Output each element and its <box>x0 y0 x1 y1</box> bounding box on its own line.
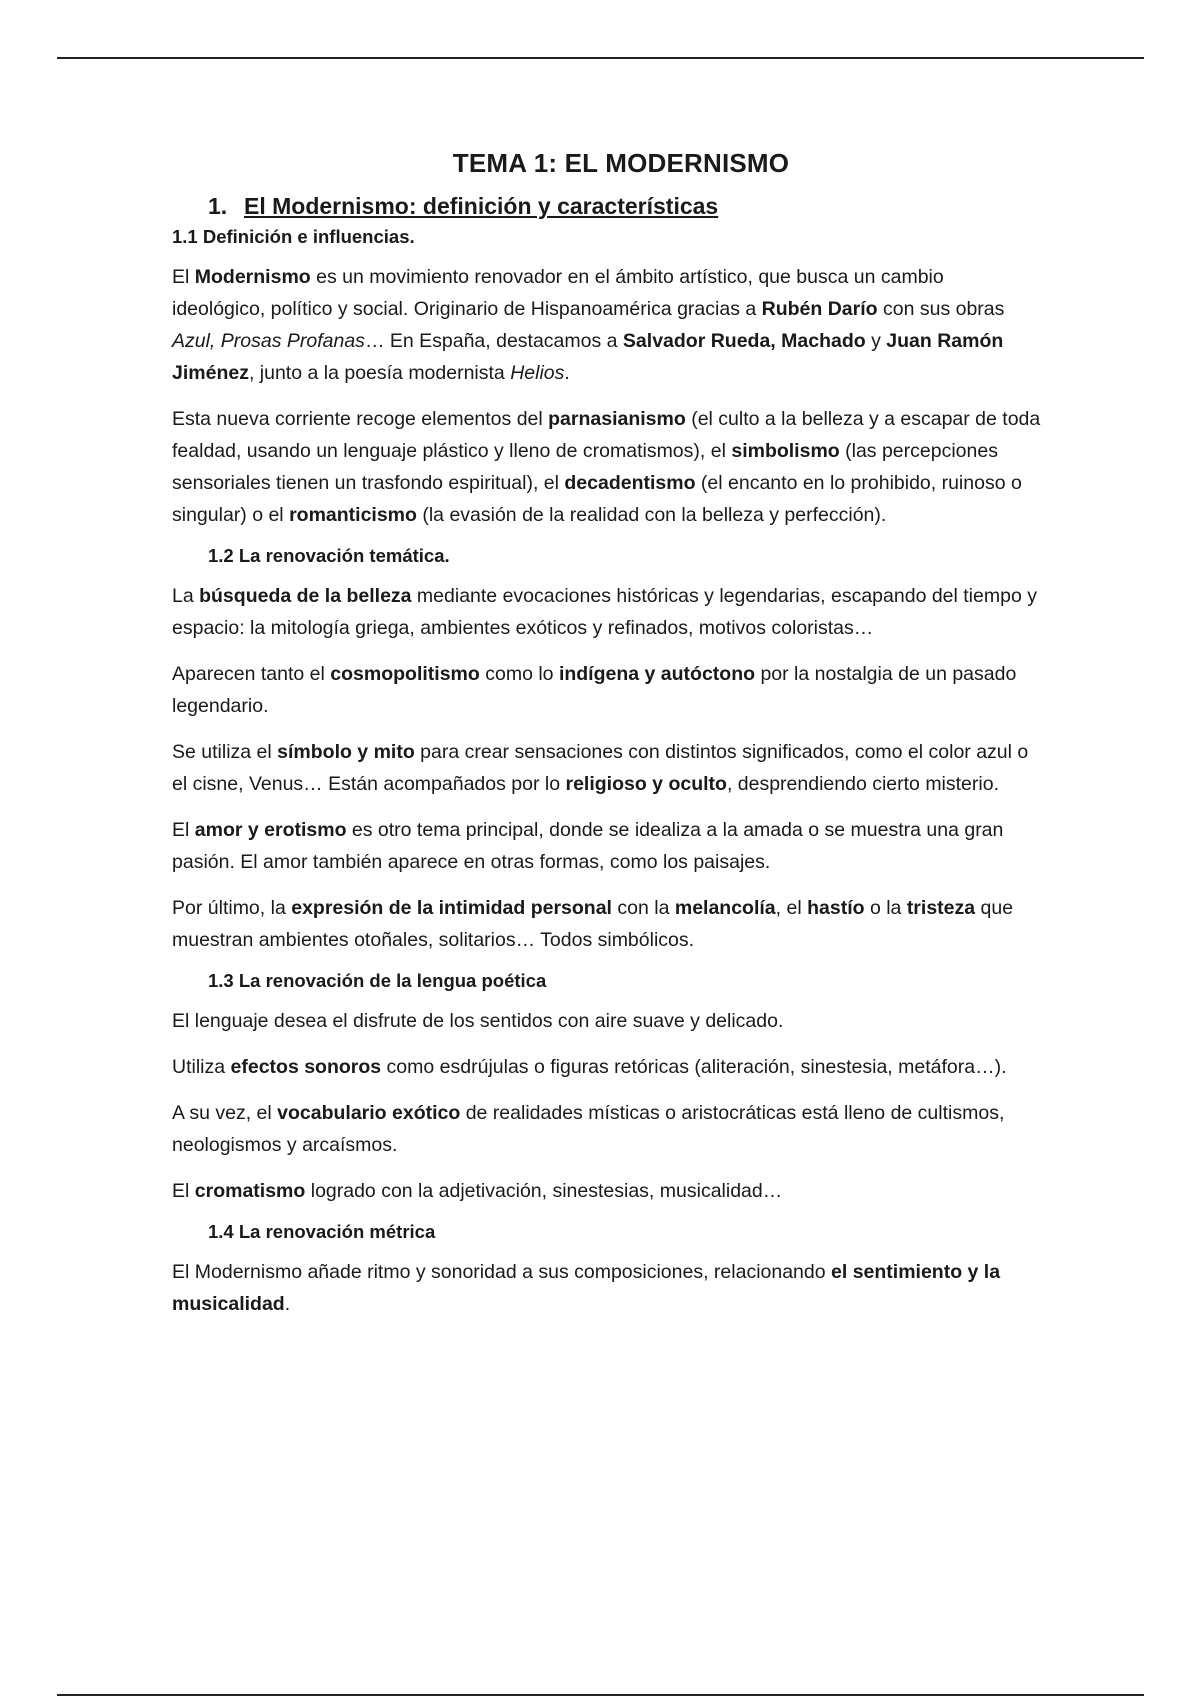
paragraph-simbolo: Se utiliza el símbolo y mito para crear sensaciones con distintos significados, como el color azul o el cisne, Venus… Están acompañados por lo religioso y oculto, desprendiendo cierto misterio. <box>172 741 1029 795</box>
paragraph-intimidad: Por último, la expresión de la intimidad personal con la melancolía, el hastío o la tristeza que muestran ambientes otoñales, solitarios… Todos simbólicos. <box>172 897 1014 951</box>
bottom-rule <box>57 1694 1144 1696</box>
paragraph-lenguaje: El lenguaje desea el disfrute de los sentidos con aire suave y delicado. <box>172 1010 784 1032</box>
subsection-1-2-heading: 1.2 La renovación temática. <box>208 545 450 566</box>
paragraph-amor: El amor y erotismo es otro tema principal, donde se idealiza a la amada o se muestra una gran pasión. El amor también aparece en otras formas, como los paisajes. <box>172 819 1004 873</box>
paragraph-vocabulario: A su vez, el vocabulario exótico de realidades místicas o aristocráticas está lleno de cultismos, neologismos y arcaísmos. <box>172 1102 1005 1156</box>
page-title: TEMA 1: EL MODERNISMO <box>452 148 790 178</box>
paragraph-influencias: Esta nueva corriente recoge elementos del parnasianismo (el culto a la belleza y a escapar de toda fealdad, usando un lenguaje plástico y lleno de cromatismos), el simbolismo (las percepciones sensoriales tienen un trasfondo espiritual), el decadentismo (el encanto en lo prohibido, ruinoso o singular) o el romanticismo (la evasión de la realidad con la belleza y perfección). <box>172 408 1041 526</box>
section-1-heading <box>208 193 1042 220</box>
paragraph-belleza: La búsqueda de la belleza mediante evocaciones históricas y legendarias, escapando del tiempo y espacio: la mitología griega, ambientes exóticos y refinados, motivos coloristas… <box>172 585 1037 639</box>
paragraph-definicion: El Modernismo es un movimiento renovador en el ámbito artístico, que busca un cambio ideológico, político y social. Originario de Hispanoamérica gracias a Rubén Darío con sus obras Azul, Prosas Profanas… En España, destacamos a Salvador Rueda, Machado y Juan Ramón Jiménez, junto a la poesía modernista Helios. <box>172 266 1005 384</box>
subsection-1-3-heading: 1.3 La renovación de la lengua poética <box>208 970 547 991</box>
subsection-1-1-heading: 1.1 Definición e influencias. <box>172 226 415 247</box>
paragraph-efectos-sonoros: Utiliza efectos sonoros como esdrújulas o figuras retóricas (aliteración, sinestesia, metáfora…). <box>172 1056 1007 1078</box>
paragraph-metrica: El Modernismo añade ritmo y sonoridad a sus composiciones, relacionando el sentimiento y la musicalidad. <box>172 1261 1001 1315</box>
paragraph-cosmopolitismo: Aparecen tanto el cosmopolitismo como lo indígena y autóctono por la nostalgia de un pasado legendario. <box>172 663 1017 717</box>
paragraph-cromatismo: El cromatismo logrado con la adjetivación, sinestesias, musicalidad… <box>172 1180 783 1202</box>
section-1-number: 1. <box>208 193 228 219</box>
subsection-1-4-heading: 1.4 La renovación métrica <box>208 1221 436 1242</box>
top-rule <box>57 57 1144 59</box>
document-body <box>172 148 1042 1334</box>
section-1-title: El Modernismo: definición y características <box>244 193 719 219</box>
